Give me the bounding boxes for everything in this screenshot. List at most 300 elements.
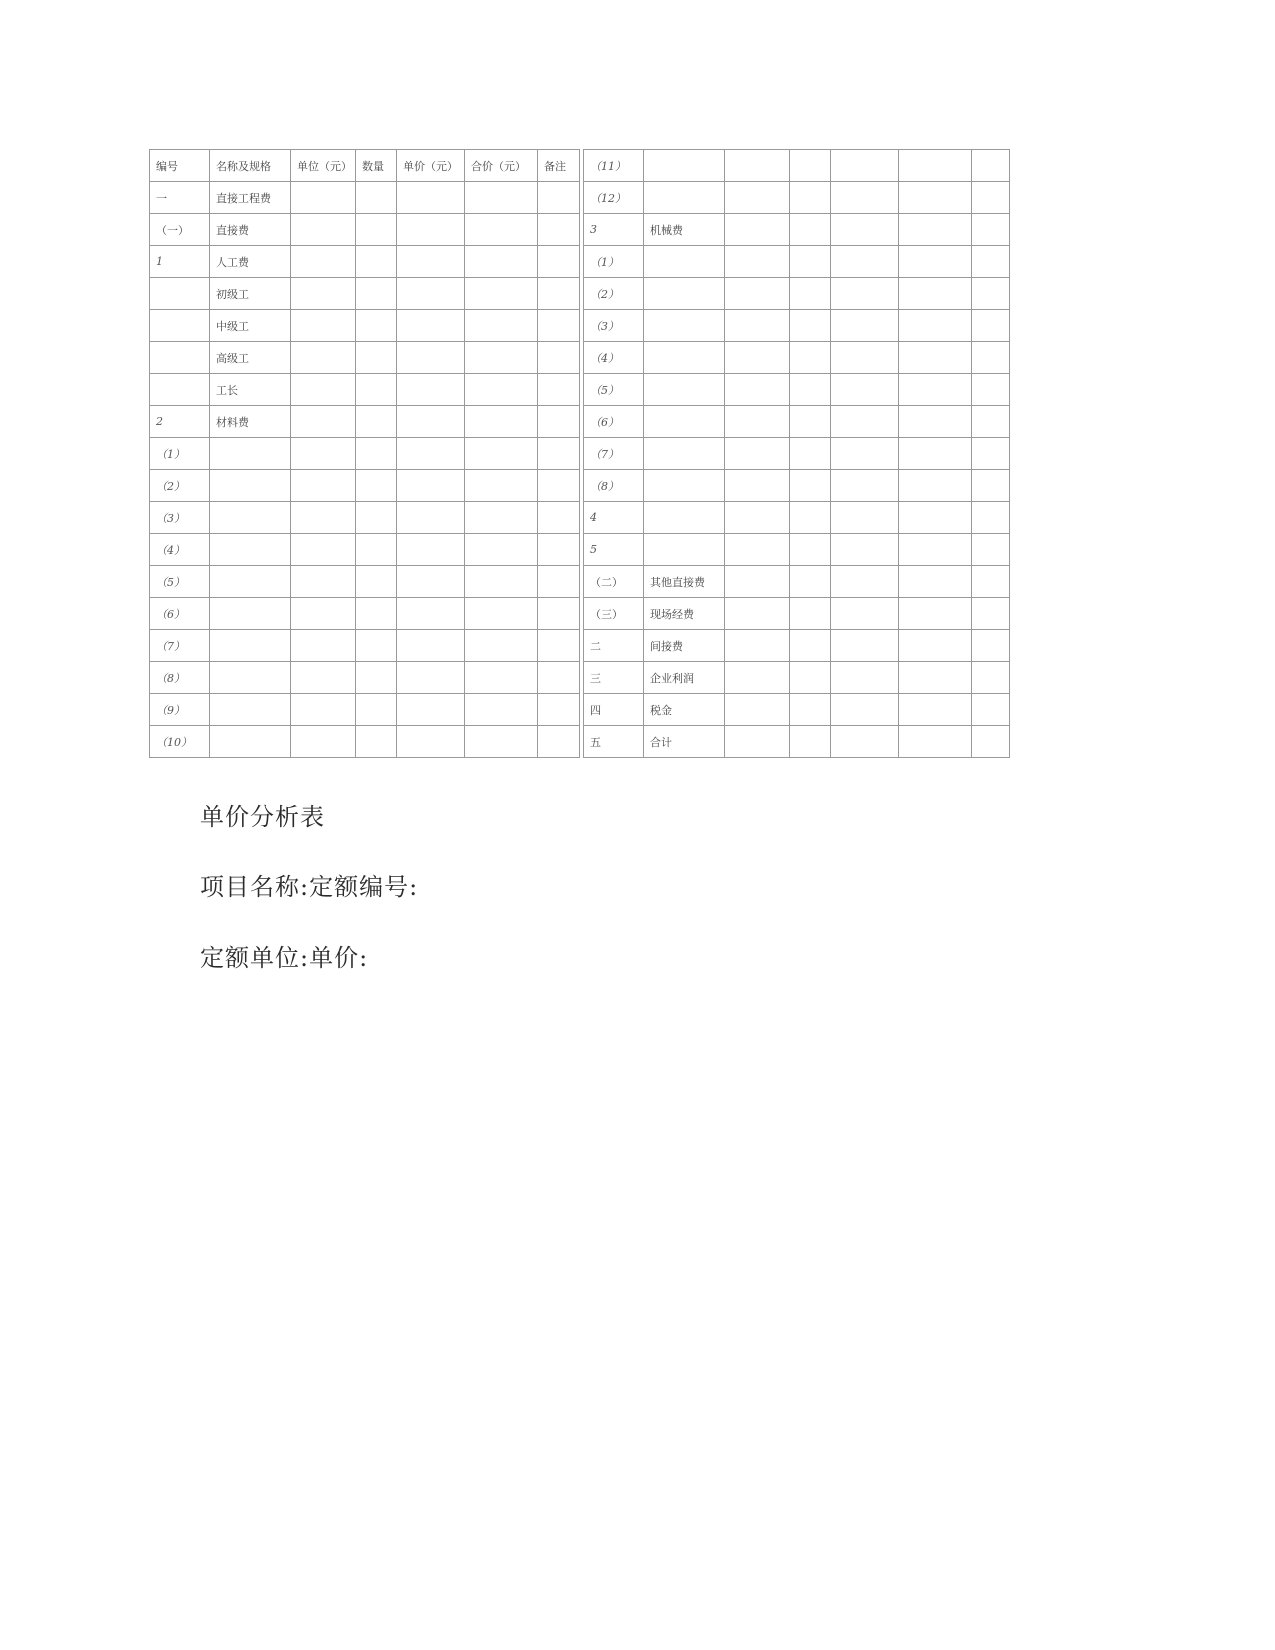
- empty-cell: [356, 182, 397, 214]
- empty-cell: [356, 502, 397, 534]
- item-name-cell: [210, 598, 291, 630]
- empty-cell: [291, 502, 356, 534]
- item-number-cell: （2）: [150, 470, 210, 502]
- item-number-cell: （1）: [584, 246, 644, 278]
- empty-cell: [899, 310, 972, 342]
- empty-cell: [725, 726, 790, 758]
- empty-cell: [356, 438, 397, 470]
- empty-cell: [356, 310, 397, 342]
- empty-cell: [465, 470, 538, 502]
- cost-table-left: [149, 149, 580, 758]
- table-row: [584, 406, 1010, 438]
- empty-cell: [538, 278, 580, 310]
- empty-cell: [356, 278, 397, 310]
- table-row: [150, 726, 580, 758]
- item-name-cell: 初级工: [210, 278, 291, 310]
- empty-cell: [790, 470, 831, 502]
- empty-cell: [465, 566, 538, 598]
- item-name-cell: [210, 534, 291, 566]
- table-row: [150, 406, 580, 438]
- header-cell: 数量: [356, 150, 397, 182]
- empty-cell: [397, 214, 465, 246]
- table-row: [150, 438, 580, 470]
- empty-cell: [291, 310, 356, 342]
- item-number-cell: （11）: [584, 150, 644, 182]
- empty-cell: [790, 438, 831, 470]
- empty-cell: [538, 438, 580, 470]
- item-number-cell: [150, 342, 210, 374]
- empty-cell: [725, 662, 790, 694]
- item-number-cell: （8）: [584, 470, 644, 502]
- item-number-cell: 四: [584, 694, 644, 726]
- empty-cell: [831, 534, 899, 566]
- table-row: [584, 150, 1010, 182]
- table-row: [150, 342, 580, 374]
- empty-cell: [899, 630, 972, 662]
- quota-unit-line: 定额单位:单价:: [200, 944, 369, 972]
- empty-cell: [397, 438, 465, 470]
- item-number-cell: （9）: [150, 694, 210, 726]
- item-number-cell: （10）: [150, 726, 210, 758]
- empty-cell: [790, 502, 831, 534]
- table-title: 单价分析表: [200, 803, 325, 831]
- empty-cell: [465, 342, 538, 374]
- empty-cell: [538, 502, 580, 534]
- empty-cell: [397, 630, 465, 662]
- table-row: [150, 598, 580, 630]
- table-row: [150, 214, 580, 246]
- empty-cell: [972, 278, 1010, 310]
- empty-cell: [465, 182, 538, 214]
- item-name-cell: [644, 278, 725, 310]
- empty-cell: [538, 182, 580, 214]
- empty-cell: [899, 278, 972, 310]
- empty-cell: [831, 214, 899, 246]
- item-name-cell: [644, 246, 725, 278]
- item-name-cell: 中级工: [210, 310, 291, 342]
- empty-cell: [291, 694, 356, 726]
- empty-cell: [972, 470, 1010, 502]
- empty-cell: [397, 246, 465, 278]
- table-row: [150, 278, 580, 310]
- empty-cell: [972, 438, 1010, 470]
- item-name-cell: 机械费: [644, 214, 725, 246]
- empty-cell: [725, 150, 790, 182]
- item-number-cell: （三）: [584, 598, 644, 630]
- table-row: [150, 630, 580, 662]
- item-name-cell: 企业利润: [644, 662, 725, 694]
- empty-cell: [465, 726, 538, 758]
- table-row: [150, 470, 580, 502]
- empty-cell: [725, 694, 790, 726]
- item-name-cell: [644, 406, 725, 438]
- item-name-cell: 其他直接费: [644, 566, 725, 598]
- empty-cell: [790, 726, 831, 758]
- table-row: [584, 438, 1010, 470]
- empty-cell: [291, 246, 356, 278]
- empty-cell: [725, 342, 790, 374]
- empty-cell: [972, 566, 1010, 598]
- empty-cell: [972, 150, 1010, 182]
- item-name-cell: 间接费: [644, 630, 725, 662]
- empty-cell: [899, 566, 972, 598]
- empty-cell: [899, 662, 972, 694]
- empty-cell: [972, 310, 1010, 342]
- empty-cell: [465, 630, 538, 662]
- table-row: [150, 694, 580, 726]
- empty-cell: [725, 438, 790, 470]
- empty-cell: [831, 150, 899, 182]
- empty-cell: [831, 598, 899, 630]
- empty-cell: [397, 278, 465, 310]
- empty-cell: [972, 214, 1010, 246]
- empty-cell: [356, 726, 397, 758]
- item-number-cell: [150, 278, 210, 310]
- empty-cell: [291, 598, 356, 630]
- empty-cell: [725, 246, 790, 278]
- empty-cell: [538, 310, 580, 342]
- empty-cell: [831, 406, 899, 438]
- header-cell: 合价（元）: [465, 150, 538, 182]
- table-row: [584, 662, 1010, 694]
- item-number-cell: （8）: [150, 662, 210, 694]
- empty-cell: [397, 182, 465, 214]
- empty-cell: [831, 438, 899, 470]
- item-name-cell: 合计: [644, 726, 725, 758]
- empty-cell: [397, 470, 465, 502]
- empty-cell: [291, 214, 356, 246]
- empty-cell: [538, 214, 580, 246]
- table-row: [150, 534, 580, 566]
- empty-cell: [291, 438, 356, 470]
- empty-cell: [356, 694, 397, 726]
- empty-cell: [538, 598, 580, 630]
- empty-cell: [397, 534, 465, 566]
- table-row: [584, 598, 1010, 630]
- empty-cell: [972, 662, 1010, 694]
- table-row: [584, 246, 1010, 278]
- empty-cell: [725, 502, 790, 534]
- empty-cell: [465, 246, 538, 278]
- empty-cell: [790, 534, 831, 566]
- item-name-cell: 税金: [644, 694, 725, 726]
- empty-cell: [538, 246, 580, 278]
- empty-cell: [356, 566, 397, 598]
- empty-cell: [465, 694, 538, 726]
- table-row: [584, 566, 1010, 598]
- empty-cell: [790, 662, 831, 694]
- empty-cell: [899, 534, 972, 566]
- item-name-cell: [210, 566, 291, 598]
- empty-cell: [397, 502, 465, 534]
- item-name-cell: 直接费: [210, 214, 291, 246]
- item-name-cell: [644, 470, 725, 502]
- item-name-cell: [644, 182, 725, 214]
- empty-cell: [356, 470, 397, 502]
- item-number-cell: （2）: [584, 278, 644, 310]
- empty-cell: [831, 694, 899, 726]
- empty-cell: [899, 438, 972, 470]
- item-name-cell: [210, 662, 291, 694]
- header-cell: 编号: [150, 150, 210, 182]
- empty-cell: [725, 406, 790, 438]
- table-row: [584, 182, 1010, 214]
- item-name-cell: [644, 342, 725, 374]
- empty-cell: [972, 374, 1010, 406]
- empty-cell: [538, 566, 580, 598]
- item-name-cell: [644, 534, 725, 566]
- table-row: [584, 310, 1010, 342]
- empty-cell: [397, 726, 465, 758]
- item-name-cell: [644, 502, 725, 534]
- empty-cell: [397, 662, 465, 694]
- item-name-cell: [210, 630, 291, 662]
- item-number-cell: （7）: [584, 438, 644, 470]
- item-name-cell: [210, 694, 291, 726]
- empty-cell: [899, 182, 972, 214]
- item-number-cell: 5: [584, 534, 644, 566]
- item-name-cell: [644, 374, 725, 406]
- empty-cell: [725, 182, 790, 214]
- empty-cell: [725, 630, 790, 662]
- empty-cell: [356, 342, 397, 374]
- empty-cell: [790, 182, 831, 214]
- empty-cell: [356, 662, 397, 694]
- empty-cell: [790, 150, 831, 182]
- item-name-cell: [644, 310, 725, 342]
- empty-cell: [397, 694, 465, 726]
- empty-cell: [831, 374, 899, 406]
- empty-cell: [725, 278, 790, 310]
- empty-cell: [465, 502, 538, 534]
- header-cell: 单位（元）: [291, 150, 356, 182]
- empty-cell: [899, 406, 972, 438]
- item-name-cell: [210, 502, 291, 534]
- empty-cell: [972, 246, 1010, 278]
- empty-cell: [538, 726, 580, 758]
- empty-cell: [356, 214, 397, 246]
- empty-cell: [899, 374, 972, 406]
- empty-cell: [465, 278, 538, 310]
- table-row: [150, 182, 580, 214]
- empty-cell: [899, 246, 972, 278]
- item-number-cell: [150, 374, 210, 406]
- empty-cell: [831, 310, 899, 342]
- item-number-cell: （4）: [150, 534, 210, 566]
- empty-cell: [465, 214, 538, 246]
- empty-cell: [899, 598, 972, 630]
- empty-cell: [972, 534, 1010, 566]
- empty-cell: [291, 630, 356, 662]
- empty-cell: [538, 662, 580, 694]
- item-number-cell: （6）: [150, 598, 210, 630]
- empty-cell: [538, 630, 580, 662]
- empty-cell: [397, 598, 465, 630]
- empty-cell: [356, 246, 397, 278]
- table-header-row: [150, 150, 580, 182]
- item-number-cell: 4: [584, 502, 644, 534]
- item-name-cell: 材料费: [210, 406, 291, 438]
- empty-cell: [725, 374, 790, 406]
- table-row: [584, 502, 1010, 534]
- empty-cell: [831, 726, 899, 758]
- empty-cell: [831, 246, 899, 278]
- empty-cell: [725, 598, 790, 630]
- empty-cell: [397, 374, 465, 406]
- item-number-cell: （3）: [150, 502, 210, 534]
- item-number-cell: 1: [150, 246, 210, 278]
- empty-cell: [465, 374, 538, 406]
- empty-cell: [831, 182, 899, 214]
- empty-cell: [899, 214, 972, 246]
- table-row: [150, 246, 580, 278]
- empty-cell: [790, 630, 831, 662]
- empty-cell: [831, 342, 899, 374]
- empty-cell: [291, 406, 356, 438]
- empty-cell: [397, 406, 465, 438]
- item-number-cell: 二: [584, 630, 644, 662]
- item-number-cell: 3: [584, 214, 644, 246]
- item-number-cell: 一: [150, 182, 210, 214]
- empty-cell: [356, 630, 397, 662]
- item-name-cell: [644, 438, 725, 470]
- cost-table-right: [583, 149, 1010, 758]
- header-cell: 备注: [538, 150, 580, 182]
- table-row: [584, 214, 1010, 246]
- table-row: [584, 630, 1010, 662]
- empty-cell: [356, 406, 397, 438]
- empty-cell: [831, 502, 899, 534]
- item-number-cell: （1）: [150, 438, 210, 470]
- item-number-cell: （二）: [584, 566, 644, 598]
- empty-cell: [465, 406, 538, 438]
- empty-cell: [291, 662, 356, 694]
- empty-cell: [291, 470, 356, 502]
- item-name-cell: [210, 470, 291, 502]
- item-number-cell: （3）: [584, 310, 644, 342]
- empty-cell: [831, 662, 899, 694]
- header-cell: 单价（元）: [397, 150, 465, 182]
- empty-cell: [790, 598, 831, 630]
- empty-cell: [790, 342, 831, 374]
- item-name-cell: 工长: [210, 374, 291, 406]
- table-row: [150, 310, 580, 342]
- item-name-cell: 现场经费: [644, 598, 725, 630]
- empty-cell: [972, 342, 1010, 374]
- empty-cell: [291, 278, 356, 310]
- item-number-cell: （5）: [150, 566, 210, 598]
- table-row: [150, 566, 580, 598]
- empty-cell: [356, 374, 397, 406]
- item-number-cell: 五: [584, 726, 644, 758]
- empty-cell: [790, 310, 831, 342]
- empty-cell: [291, 342, 356, 374]
- item-number-cell: （6）: [584, 406, 644, 438]
- empty-cell: [899, 726, 972, 758]
- item-number-cell: [150, 310, 210, 342]
- empty-cell: [397, 566, 465, 598]
- empty-cell: [291, 726, 356, 758]
- table-row: [584, 342, 1010, 374]
- empty-cell: [899, 470, 972, 502]
- empty-cell: [725, 470, 790, 502]
- empty-cell: [538, 374, 580, 406]
- empty-cell: [465, 598, 538, 630]
- table-row: [584, 278, 1010, 310]
- item-number-cell: 2: [150, 406, 210, 438]
- project-name-line: 项目名称:定额编号:: [200, 873, 419, 901]
- empty-cell: [356, 598, 397, 630]
- empty-cell: [972, 406, 1010, 438]
- item-name-cell: 直接工程费: [210, 182, 291, 214]
- table-row: [584, 534, 1010, 566]
- table-row: [584, 374, 1010, 406]
- item-number-cell: （5）: [584, 374, 644, 406]
- empty-cell: [831, 470, 899, 502]
- empty-cell: [790, 374, 831, 406]
- table-row: [150, 374, 580, 406]
- empty-cell: [790, 214, 831, 246]
- empty-cell: [465, 438, 538, 470]
- empty-cell: [538, 694, 580, 726]
- empty-cell: [725, 214, 790, 246]
- empty-cell: [790, 278, 831, 310]
- empty-cell: [465, 662, 538, 694]
- empty-cell: [397, 310, 465, 342]
- item-number-cell: （一）: [150, 214, 210, 246]
- empty-cell: [465, 310, 538, 342]
- empty-cell: [831, 566, 899, 598]
- header-cell: 名称及规格: [210, 150, 291, 182]
- empty-cell: [725, 534, 790, 566]
- empty-cell: [899, 150, 972, 182]
- empty-cell: [790, 406, 831, 438]
- empty-cell: [972, 598, 1010, 630]
- table-row: [150, 662, 580, 694]
- empty-cell: [972, 726, 1010, 758]
- empty-cell: [538, 342, 580, 374]
- empty-cell: [790, 694, 831, 726]
- empty-cell: [356, 534, 397, 566]
- empty-cell: [831, 278, 899, 310]
- empty-cell: [397, 342, 465, 374]
- empty-cell: [291, 534, 356, 566]
- empty-cell: [538, 534, 580, 566]
- empty-cell: [972, 502, 1010, 534]
- empty-cell: [972, 694, 1010, 726]
- item-name-cell: 人工费: [210, 246, 291, 278]
- empty-cell: [465, 534, 538, 566]
- item-number-cell: （4）: [584, 342, 644, 374]
- empty-cell: [831, 630, 899, 662]
- empty-cell: [291, 566, 356, 598]
- empty-cell: [291, 182, 356, 214]
- item-number-cell: （12）: [584, 182, 644, 214]
- empty-cell: [790, 566, 831, 598]
- empty-cell: [899, 694, 972, 726]
- table-row: [584, 726, 1010, 758]
- item-name-cell: [210, 438, 291, 470]
- item-name-cell: 高级工: [210, 342, 291, 374]
- empty-cell: [725, 566, 790, 598]
- table-row: [150, 502, 580, 534]
- empty-cell: [899, 502, 972, 534]
- empty-cell: [972, 630, 1010, 662]
- empty-cell: [899, 342, 972, 374]
- item-number-cell: 三: [584, 662, 644, 694]
- table-row: [584, 470, 1010, 502]
- empty-cell: [972, 182, 1010, 214]
